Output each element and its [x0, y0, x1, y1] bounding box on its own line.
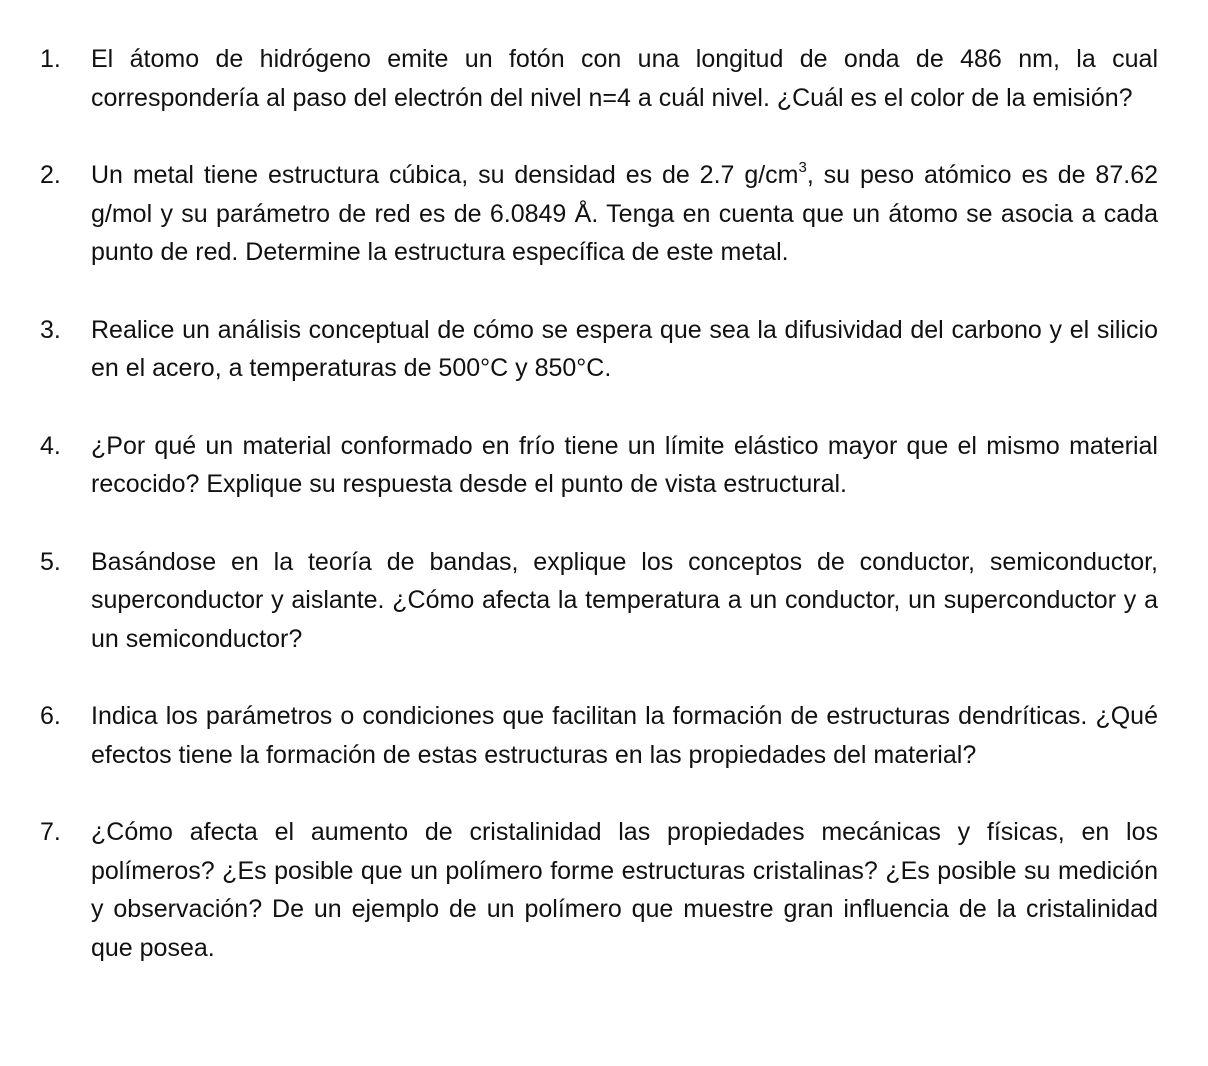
question-number: 4. — [40, 431, 61, 460]
question-number: 6. — [40, 702, 61, 730]
question-5 — [40, 543, 1158, 659]
question-7 — [40, 813, 1158, 967]
question-text: ¿Cómo afecta el aumento de cristalinidad las propiedades mecánicas y físicas, en los polímeros? ¿Es posible que un polímero forme estructuras cristalinas? ¿Es posible su medición y observación? De un ejemplo de un polímero que muestre gran influencia de la cristalinidad que posea. — [91, 818, 1158, 962]
question-list — [40, 40, 1158, 1006]
question-text-part-2: , su peso atómico es de 87.62 g/mol y su parámetro de red es de 6.0849 Å. Tenga en cuenta que un átomo se asocia a cada punto de red. Determine la estructura específica de este metal. — [91, 161, 1158, 266]
question-3 — [40, 311, 1158, 388]
question-text: Basándose en la teoría de bandas, explique los conceptos de conductor, semiconductor, superconductor y aislante. ¿Cómo afecta la temperatura a un conductor, un superconductor y a un semiconductor? — [91, 547, 1158, 653]
question-number: 5. — [40, 547, 61, 576]
question-4 — [40, 427, 1158, 504]
question-number: 2. — [40, 161, 61, 189]
question-text-part-1: Un metal tiene estructura cúbica, su densidad es de 2.7 g/cm — [91, 161, 799, 189]
question-number: 3. — [40, 315, 61, 344]
question-number: 1. — [40, 45, 61, 73]
question-number: 7. — [40, 818, 61, 846]
question-text: El átomo de hidrógeno emite un fotón con una longitud de onda de 486 nm, la cual correspondería al paso del electrón del nivel n=4 a cuál nivel. ¿Cuál es el color de la emisión? — [91, 45, 1158, 112]
question-text: Realice un análisis conceptual de cómo se espera que sea la difusividad del carbono y el silicio en el acero, a temperaturas de 500°C y 850°C. — [91, 315, 1158, 382]
question-text: Indica los parámetros o condiciones que facilitan la formación de estructuras dendríticas. ¿Qué efectos tiene la formación de estas estructuras en las propiedades del material? — [91, 702, 1158, 769]
question-1 — [40, 40, 1158, 117]
superscript-exponent: 3 — [798, 158, 807, 176]
question-2 — [40, 156, 1158, 272]
question-text: ¿Por qué un material conformado en frío tiene un límite elástico mayor que el mismo material recocido? Explique su respuesta desde el punto de vista estructural. — [91, 431, 1158, 498]
question-text — [91, 158, 1158, 266]
question-6 — [40, 697, 1158, 774]
